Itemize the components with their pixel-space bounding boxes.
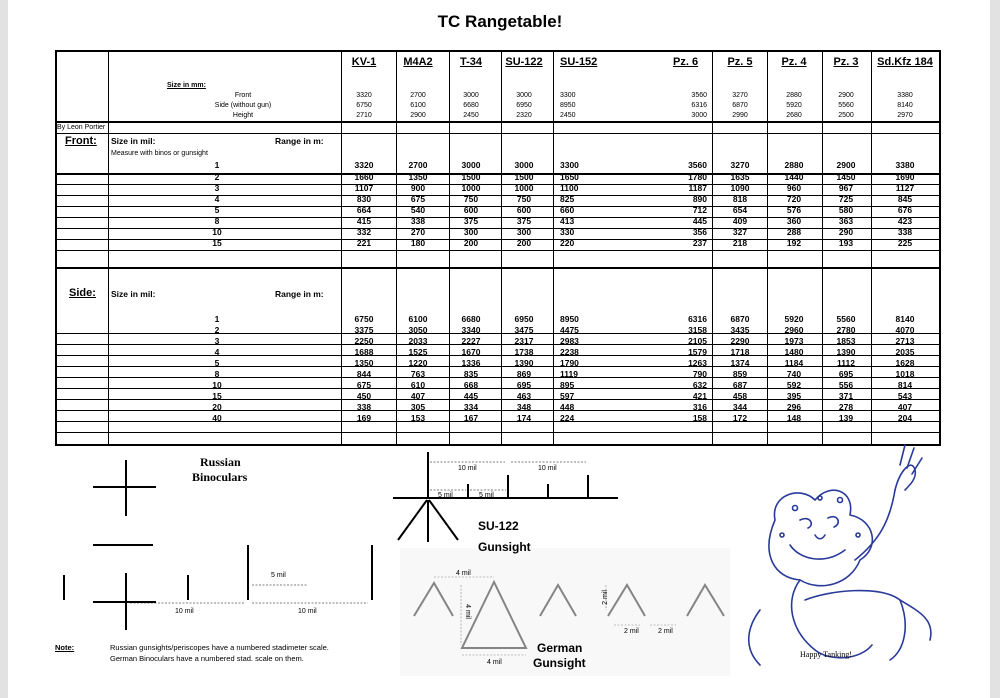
side-range-cell: 224 (560, 413, 575, 423)
front-range-cell: 356 (692, 227, 707, 237)
note-label: Note: (55, 643, 75, 652)
front-range-cell: 1635 (730, 172, 750, 182)
dim-label: 10 mil (298, 608, 317, 615)
front-range-cell: 332 (356, 227, 372, 237)
side-mil-cell: 10 (212, 380, 222, 390)
front-range-cell: 192 (786, 238, 802, 248)
front-range-cell: 423 (897, 216, 913, 226)
dim-label: 10 mil (175, 608, 194, 615)
size-value-cell: 2700 (410, 92, 426, 99)
front-range-cell: 288 (786, 227, 802, 237)
dim-label: 5 mil (271, 572, 286, 579)
dim-label: 10 mil (538, 465, 557, 472)
side-range-cell: 158 (692, 413, 707, 423)
front-range-cell: 725 (838, 194, 854, 204)
front-range-cell: 540 (410, 205, 426, 215)
front-range-cell: 200 (463, 238, 479, 248)
side-mil-cell: 20 (212, 402, 222, 412)
side-mil-cell: 2 (214, 325, 220, 335)
dim-label: 2 mil (624, 628, 639, 635)
front-range-cell: 845 (897, 194, 913, 204)
side-range-cell: 3340 (461, 325, 481, 335)
side-range-cell: 1112 (837, 358, 855, 368)
side-range-cell: 371 (838, 391, 854, 401)
side-range-cell: 395 (786, 391, 802, 401)
dim-label: 4 mil (456, 570, 471, 577)
size-value-cell: 6950 (516, 102, 532, 109)
dim-label: 5 mil (438, 492, 453, 499)
front-range-cell: 1187 (688, 183, 707, 193)
side-mil-cell: 5 (214, 358, 220, 368)
size-value-cell: 2680 (786, 112, 802, 119)
size-row-label: Front (234, 92, 252, 99)
side-range-cell: 407 (410, 391, 426, 401)
dim-label: 2 mil (658, 628, 673, 635)
side-range-cell: 172 (732, 413, 748, 423)
side-range-cell: 169 (356, 413, 372, 423)
front-mil-cell: 10 (212, 227, 222, 237)
front-range-cell: 413 (560, 216, 575, 226)
side-range-cell: 2290 (730, 336, 750, 346)
front-range-cell: 1780 (688, 172, 707, 182)
front-heading: Front: (65, 135, 97, 147)
side-range-cell: 1670 (461, 347, 481, 357)
size-mm-header: Size in mm: (167, 82, 206, 89)
front-range-cell: 375 (463, 216, 479, 226)
size-value-cell: 2320 (516, 112, 532, 119)
front-range-cell: 1500 (461, 172, 481, 182)
side-range-cell: 2105 (688, 336, 707, 346)
front-range-cell: 1650 (560, 172, 579, 182)
front-range-cell: 600 (516, 205, 532, 215)
front-range-cell: 360 (786, 216, 802, 226)
side-range-cell: 695 (838, 369, 854, 379)
front-range-cell: 1450 (836, 172, 856, 182)
side-range-cell: 3050 (408, 325, 428, 335)
front-range-cell: 1000 (514, 183, 534, 193)
side-range-cell: 687 (732, 380, 748, 390)
side-range-cell: 556 (838, 380, 854, 390)
side-mil-cell: 1 (214, 314, 220, 324)
side-range-cell: 278 (838, 402, 854, 412)
side-range-cell: 2033 (408, 336, 428, 346)
side-range-cell: 763 (410, 369, 426, 379)
front-mil-cell: 15 (212, 238, 222, 248)
side-range-cell: 1184 (784, 358, 804, 368)
side-range-cell: 740 (786, 369, 802, 379)
front-range-cell: 1690 (895, 172, 915, 182)
front-range-cell: 3380 (895, 160, 915, 170)
side-range-cell: 153 (410, 413, 426, 423)
size-value-cell: 6870 (732, 102, 748, 109)
size-value-cell: 2900 (410, 112, 426, 119)
side-range-cell: 2780 (836, 325, 856, 335)
side-range-cell: 4070 (895, 325, 915, 335)
side-range-cell: 6950 (514, 314, 534, 324)
side-range-cell: 348 (516, 402, 532, 412)
side-range-cell: 445 (463, 391, 479, 401)
front-range-cell: 375 (516, 216, 532, 226)
side-range-cell: 3158 (688, 325, 707, 335)
size-value-cell: 3270 (732, 92, 748, 99)
side-range-cell: 1220 (408, 358, 428, 368)
side-range-cell: 895 (560, 380, 575, 390)
size-row-label: Side (without gun) (214, 102, 272, 109)
size-value-cell: 3300 (560, 92, 576, 99)
front-range-cell: 3300 (560, 160, 579, 170)
side-range-cell: 334 (463, 402, 479, 412)
front-range-cell: 750 (463, 194, 479, 204)
size-value-cell: 6750 (356, 102, 372, 109)
front-range-cell: 3320 (354, 160, 374, 170)
side-range-cell: 597 (560, 391, 575, 401)
front-range-cell: 193 (838, 238, 854, 248)
side-range-cell: 338 (356, 402, 372, 412)
side-range-cell: 5560 (836, 314, 856, 324)
mascot-caption: Happy Tanking! (800, 650, 852, 659)
size-value-cell: 2500 (838, 112, 854, 119)
front-range-cell: 660 (560, 205, 575, 215)
front-range-cell: 1127 (895, 183, 915, 193)
front-range-cell: 1100 (560, 183, 579, 193)
front-range-cell: 1660 (354, 172, 374, 182)
front-range-cell: 675 (410, 194, 426, 204)
front-range-cell: 290 (838, 227, 854, 237)
side-range-cell: 790 (692, 369, 707, 379)
note-line: Russian gunsights/periscopes have a numbered stadimeter scale. (110, 643, 329, 652)
side-range-cell: 1480 (784, 347, 804, 357)
side-range-cell: 139 (838, 413, 854, 423)
front-mil-cell: 8 (214, 216, 220, 226)
side-range-cell: 1973 (784, 336, 804, 346)
front-range-cell: 818 (732, 194, 748, 204)
size-value-cell: 6680 (463, 102, 479, 109)
side-range-cell: 814 (897, 380, 913, 390)
front-range-cell: 225 (897, 238, 913, 248)
front-range-cell: 363 (838, 216, 854, 226)
front-range-cell: 750 (516, 194, 532, 204)
side-range-cell: 1688 (354, 347, 374, 357)
side-mil-cell: 4 (214, 347, 220, 357)
side-mil-cell: 15 (212, 391, 222, 401)
front-range-cell: 900 (410, 183, 426, 193)
front-range-cell: 327 (732, 227, 748, 237)
vehicle-header: SU-152 (560, 56, 598, 68)
side-range-cell: 4475 (560, 325, 579, 335)
front-range-cell: 890 (692, 194, 707, 204)
side-range-cell: 8140 (895, 314, 915, 324)
side-range-cell: 1018 (895, 369, 915, 379)
side-range-cell: 1579 (688, 347, 707, 357)
side-range-cell: 1853 (836, 336, 856, 346)
front-range-cell: 2880 (784, 160, 804, 170)
vehicle-header: Sd.Kfz 184 (877, 56, 933, 68)
vehicle-header: Pz. 3 (833, 56, 859, 68)
size-value-cell: 2970 (897, 112, 913, 119)
side-range-cell: 1263 (688, 358, 707, 368)
side-range-cell: 204 (897, 413, 913, 423)
front-range-cell: 967 (838, 183, 854, 193)
side-range-cell: 148 (786, 413, 802, 423)
side-range-cell: 1628 (895, 358, 915, 368)
side-range-cell: 1336 (461, 358, 481, 368)
side-range-cell: 458 (732, 391, 748, 401)
side-range-cell: 695 (516, 380, 532, 390)
side-range-cell: 296 (786, 402, 802, 412)
vehicle-header: KV-1 (351, 56, 377, 68)
size-value-cell: 2900 (838, 92, 854, 99)
front-range-cell: 654 (732, 205, 748, 215)
front-range-label: Range in m: (275, 136, 324, 146)
side-range-cell: 3375 (354, 325, 374, 335)
front-range-cell: 712 (692, 205, 707, 215)
front-mil-cell: 1 (214, 160, 220, 170)
front-range-cell: 1440 (784, 172, 804, 182)
side-range-cell: 463 (516, 391, 532, 401)
vehicle-header: Pz. 5 (727, 56, 753, 68)
size-value-cell: 2710 (356, 112, 372, 119)
note-line: German Binoculars have a numbered stad. scale on them. (110, 654, 304, 663)
mascot-sketch (749, 445, 931, 665)
side-range-cell: 8950 (560, 314, 579, 324)
side-range-cell: 610 (410, 380, 426, 390)
side-range-label: Range in m: (275, 289, 324, 299)
size-value-cell: 3380 (897, 92, 913, 99)
side-range-cell: 632 (692, 380, 707, 390)
side-range-cell: 1119 (560, 369, 578, 379)
front-range-cell: 676 (897, 205, 913, 215)
side-range-cell: 1790 (560, 358, 579, 368)
size-value-cell: 5560 (838, 102, 854, 109)
side-range-cell: 1525 (408, 347, 428, 357)
side-range-cell: 3435 (730, 325, 750, 335)
front-range-cell: 3000 (514, 160, 534, 170)
side-range-cell: 1374 (730, 358, 750, 368)
front-mil-cell: 2 (214, 172, 220, 182)
side-range-cell: 1350 (354, 358, 374, 368)
size-value-cell: 3000 (516, 92, 532, 99)
front-range-cell: 270 (410, 227, 426, 237)
side-range-cell: 167 (463, 413, 479, 423)
side-range-cell: 448 (560, 402, 575, 412)
front-range-cell: 1350 (408, 172, 428, 182)
front-range-cell: 2900 (836, 160, 856, 170)
su122-label-1: SU-122 (478, 519, 519, 533)
side-range-cell: 1718 (730, 347, 750, 357)
size-value-cell: 2880 (786, 92, 802, 99)
vehicle-header: T-34 (459, 56, 483, 68)
side-range-cell: 174 (516, 413, 532, 423)
side-range-cell: 675 (356, 380, 372, 390)
side-range-cell: 592 (786, 380, 802, 390)
binocular-crosshair (64, 460, 372, 630)
front-range-cell: 237 (692, 238, 707, 248)
side-range-cell: 543 (897, 391, 913, 401)
side-range-cell: 668 (463, 380, 479, 390)
front-range-cell: 200 (516, 238, 532, 248)
vehicle-header: Pz. 6 (673, 56, 699, 68)
side-range-cell: 2960 (784, 325, 804, 335)
side-range-cell: 844 (356, 369, 372, 379)
side-range-cell: 835 (463, 369, 479, 379)
front-range-cell: 220 (560, 238, 575, 248)
front-range-cell: 1500 (514, 172, 534, 182)
side-range-cell: 2317 (514, 336, 534, 346)
side-range-cell: 859 (732, 369, 748, 379)
size-value-cell: 6100 (410, 102, 426, 109)
russian-binoculars-label-1: Russian (200, 455, 241, 469)
front-range-cell: 1090 (730, 183, 750, 193)
side-mil-cell: 3 (214, 336, 220, 346)
side-range-cell: 1390 (514, 358, 534, 368)
side-range-cell: 6100 (408, 314, 428, 324)
page-title: TC Rangetable! (437, 12, 563, 31)
dim-label: 4 mil (463, 604, 471, 619)
side-range-cell: 316 (692, 402, 707, 412)
vehicle-header: Pz. 4 (781, 56, 807, 68)
side-range-cell: 2250 (354, 336, 374, 346)
front-range-cell: 720 (786, 194, 802, 204)
size-value-cell: 6316 (691, 102, 707, 109)
side-mil-cell: 8 (214, 369, 220, 379)
size-value-cell: 5920 (786, 102, 802, 109)
dim-label: 4 mil (487, 659, 502, 666)
front-range-cell: 221 (356, 238, 372, 248)
front-mil-cell: 5 (214, 205, 220, 215)
vehicle-header: M4A2 (403, 56, 433, 68)
side-range-cell: 407 (897, 402, 913, 412)
front-range-cell: 1000 (461, 183, 481, 193)
front-range-cell: 218 (732, 238, 748, 248)
front-range-cell: 338 (410, 216, 426, 226)
side-range-cell: 421 (692, 391, 707, 401)
side-range-cell: 6750 (354, 314, 374, 324)
front-range-cell: 330 (560, 227, 575, 237)
dim-label: 10 mil (458, 465, 477, 472)
size-row-label: Height (232, 112, 254, 119)
front-mil-cell: 3 (214, 183, 220, 193)
size-value-cell: 3000 (463, 92, 479, 99)
front-range-cell: 960 (786, 183, 802, 193)
front-range-cell: 580 (838, 205, 854, 215)
german-label-2: Gunsight (533, 656, 586, 670)
front-range-cell: 180 (410, 238, 426, 248)
front-range-cell: 1107 (354, 183, 374, 193)
front-range-cell: 3000 (461, 160, 481, 170)
front-range-cell: 830 (356, 194, 372, 204)
side-range-cell: 2035 (895, 347, 915, 357)
front-range-cell: 445 (692, 216, 707, 226)
vehicle-header: SU-122 (505, 56, 543, 68)
size-value-cell: 2450 (463, 112, 479, 119)
front-range-cell: 2700 (408, 160, 428, 170)
side-range-cell: 1738 (514, 347, 534, 357)
front-range-cell: 600 (463, 205, 479, 215)
front-range-cell: 3270 (730, 160, 750, 170)
side-range-cell: 5920 (784, 314, 804, 324)
side-range-cell: 2983 (560, 336, 579, 346)
dim-label: 2 mil (601, 590, 609, 605)
front-range-cell: 3560 (688, 160, 707, 170)
side-mil-cell: 40 (212, 413, 222, 423)
side-size-label: Size in mil: (111, 289, 156, 299)
dim-label: 5 mil (479, 492, 494, 499)
front-range-cell: 576 (786, 205, 802, 215)
front-range-cell: 300 (516, 227, 532, 237)
size-value-cell: 8140 (897, 102, 913, 109)
size-value-cell: 3000 (691, 112, 707, 119)
side-range-cell: 869 (516, 369, 532, 379)
side-range-cell: 3475 (514, 325, 534, 335)
german-label-1: German (537, 641, 583, 655)
front-mil-cell: 4 (214, 194, 220, 204)
front-range-cell: 415 (356, 216, 372, 226)
front-range-cell: 338 (897, 227, 913, 237)
side-range-cell: 2713 (895, 336, 915, 346)
size-value-cell: 3320 (356, 92, 372, 99)
size-value-cell: 2990 (732, 112, 748, 119)
front-range-cell: 664 (356, 205, 372, 215)
size-value-cell: 2450 (560, 112, 576, 119)
side-range-cell: 305 (410, 402, 426, 412)
side-range-cell: 2238 (560, 347, 579, 357)
side-range-cell: 1390 (836, 347, 856, 357)
side-range-cell: 2227 (461, 336, 481, 346)
front-range-cell: 300 (463, 227, 479, 237)
side-range-cell: 6316 (688, 314, 707, 324)
author-credit: By Leon Portier (57, 124, 106, 131)
size-value-cell: 8950 (560, 102, 576, 109)
size-value-cell: 3560 (691, 92, 707, 99)
side-range-cell: 450 (356, 391, 372, 401)
su122-label-2: Gunsight (478, 540, 531, 554)
measure-note: Measure with binos or gunsight (111, 150, 208, 157)
side-range-cell: 344 (732, 402, 748, 412)
front-range-cell: 825 (560, 194, 575, 204)
side-range-cell: 6870 (730, 314, 750, 324)
side-range-cell: 6680 (461, 314, 481, 324)
front-size-label: Size in mil: (111, 136, 156, 146)
russian-binoculars-label-2: Binoculars (192, 470, 248, 484)
side-heading: Side: (69, 287, 96, 299)
front-range-cell: 409 (732, 216, 748, 226)
